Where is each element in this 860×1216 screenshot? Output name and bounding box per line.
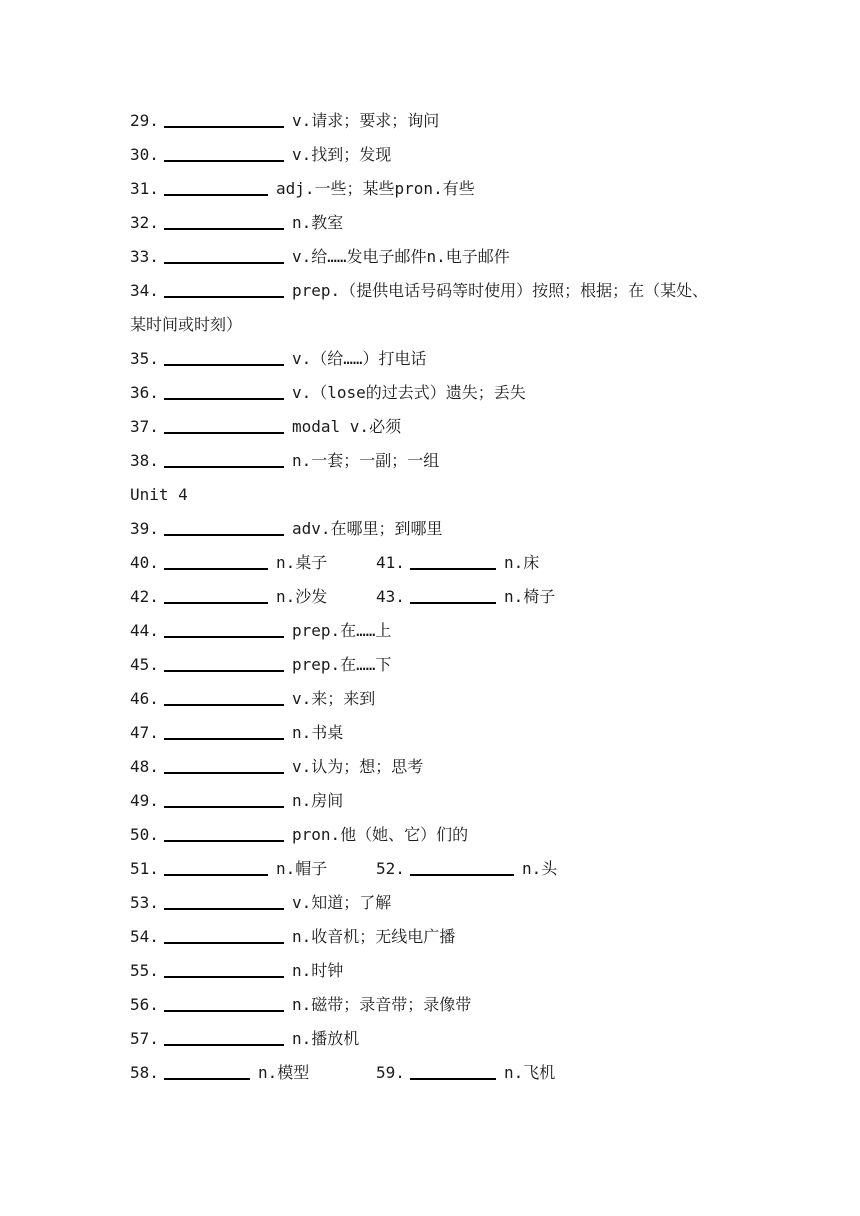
answer-blank[interactable]	[164, 926, 284, 944]
entry-pair-58-59	[130, 1062, 750, 1096]
entry-47	[130, 722, 750, 756]
answer-blank[interactable]	[164, 654, 284, 672]
entry-39	[130, 518, 750, 552]
entry-definition: pron.他（她、它）们的	[292, 825, 469, 844]
answer-blank[interactable]	[164, 858, 268, 876]
entry-number: 52.	[376, 859, 405, 878]
entry-definition: prep.在……下	[292, 655, 392, 674]
answer-blank[interactable]	[164, 450, 284, 468]
entry-definition: modal v.必须	[292, 417, 402, 436]
entry-29	[130, 110, 750, 144]
entry-definition: adv.在哪里；到哪里	[292, 519, 443, 538]
answer-blank[interactable]	[164, 144, 284, 162]
entry-definition: n.帽子	[276, 859, 328, 878]
entry-definition: n.磁带；录音带；录像带	[292, 995, 472, 1014]
entry-definition: v.请求；要求；询问	[292, 111, 440, 130]
entry-number: 31.	[130, 179, 159, 198]
entry-34-continuation	[130, 314, 750, 348]
entry-number: 40.	[130, 553, 159, 572]
entry-number: 43.	[376, 587, 405, 606]
entry-definition: n.教室	[292, 213, 344, 232]
answer-blank[interactable]	[164, 722, 284, 740]
entry-definition: n.头	[522, 859, 558, 878]
entry-definition: v.知道；了解	[292, 893, 392, 912]
entry-definition: n.飞机	[504, 1063, 556, 1082]
answer-blank[interactable]	[164, 518, 284, 536]
entry-number: 41.	[376, 553, 405, 572]
answer-blank[interactable]	[164, 960, 284, 978]
entry-50	[130, 824, 750, 858]
entry-definition: v.认为；想；思考	[292, 757, 424, 776]
entry-number: 51.	[130, 859, 159, 878]
entry-definition: n.书桌	[292, 723, 344, 742]
answer-blank[interactable]	[164, 790, 284, 808]
entry-number: 39.	[130, 519, 159, 538]
entry-definition: adj.一些；某些pron.有些	[276, 179, 475, 198]
entry-number: 53.	[130, 893, 159, 912]
entry-48	[130, 756, 750, 790]
entry-57	[130, 1028, 750, 1062]
entry-33	[130, 246, 750, 280]
entry-number: 50.	[130, 825, 159, 844]
entry-54	[130, 926, 750, 960]
entry-31	[130, 178, 750, 212]
entry-55	[130, 960, 750, 994]
answer-blank[interactable]	[164, 212, 284, 230]
entry-number: 56.	[130, 995, 159, 1014]
entry-definition: prep.（提供电话号码等时使用）按照；根据；在（某处、	[292, 281, 709, 300]
entry-number: 55.	[130, 961, 159, 980]
entry-36	[130, 382, 750, 416]
entry-number: 57.	[130, 1029, 159, 1048]
entry-pair-42-43	[130, 586, 750, 620]
entry-number: 54.	[130, 927, 159, 946]
entry-34	[130, 280, 750, 314]
entry-number: 36.	[130, 383, 159, 402]
answer-blank[interactable]	[164, 892, 284, 910]
entry-53	[130, 892, 750, 926]
answer-blank[interactable]	[164, 688, 284, 706]
entry-number: 49.	[130, 791, 159, 810]
answer-blank[interactable]	[410, 1062, 496, 1080]
entry-definition: v.（lose的过去式）遗失；丢失	[292, 383, 526, 402]
entry-pair-40-41	[130, 552, 750, 586]
entry-number: 59.	[376, 1063, 405, 1082]
entry-definition: prep.在……上	[292, 621, 392, 640]
entry-45	[130, 654, 750, 688]
unit-heading: Unit 4	[130, 485, 188, 504]
answer-blank[interactable]	[164, 1062, 250, 1080]
entry-32	[130, 212, 750, 246]
entry-definition: n.播放机	[292, 1029, 360, 1048]
entry-number: 45.	[130, 655, 159, 674]
entry-35	[130, 348, 750, 382]
entry-number: 30.	[130, 145, 159, 164]
answer-blank[interactable]	[410, 552, 496, 570]
entry-number: 32.	[130, 213, 159, 232]
entry-definition: n.桌子	[276, 553, 328, 572]
entry-definition: n.沙发	[276, 587, 328, 606]
answer-blank[interactable]	[164, 348, 284, 366]
entry-definition: n.模型	[258, 1063, 310, 1082]
entry-definition: n.收音机；无线电广播	[292, 927, 456, 946]
entry-number: 44.	[130, 621, 159, 640]
entry-pair-51-52	[130, 858, 750, 892]
entry-46	[130, 688, 750, 722]
answer-blank[interactable]	[164, 246, 284, 264]
answer-blank[interactable]	[164, 994, 284, 1012]
entry-definition: n.椅子	[504, 587, 556, 606]
entry-number: 58.	[130, 1063, 159, 1082]
entry-definition: n.房间	[292, 791, 344, 810]
entry-44	[130, 620, 750, 654]
entry-56	[130, 994, 750, 1028]
entry-definition: v.找到；发现	[292, 145, 392, 164]
answer-blank[interactable]	[164, 824, 284, 842]
entry-definition: n.时钟	[292, 961, 344, 980]
entry-number: 35.	[130, 349, 159, 368]
answer-blank[interactable]	[164, 280, 284, 298]
answer-blank[interactable]	[164, 382, 284, 400]
answer-blank[interactable]	[164, 178, 268, 196]
entry-number: 46.	[130, 689, 159, 708]
entry-definition: v.给……发电子邮件n.电子邮件	[292, 247, 510, 266]
answer-blank[interactable]	[164, 1028, 284, 1046]
entry-number: 38.	[130, 451, 159, 470]
answer-blank[interactable]	[164, 620, 284, 638]
entry-definition: v.（给……）打电话	[292, 349, 427, 368]
entry-definition-continuation: 某时间或时刻）	[130, 315, 243, 334]
vocabulary-worksheet	[130, 110, 750, 1096]
answer-blank[interactable]	[164, 756, 284, 774]
entry-number: 47.	[130, 723, 159, 742]
entry-number: 42.	[130, 587, 159, 606]
answer-blank[interactable]	[164, 416, 284, 434]
entry-37	[130, 416, 750, 450]
answer-blank[interactable]	[164, 586, 268, 604]
answer-blank[interactable]	[410, 586, 496, 604]
answer-blank[interactable]	[164, 110, 284, 128]
entry-definition: v.来；来到	[292, 689, 376, 708]
entry-number: 33.	[130, 247, 159, 266]
entry-30	[130, 144, 750, 178]
entry-number: 48.	[130, 757, 159, 776]
answer-blank[interactable]	[164, 552, 268, 570]
entry-number: 34.	[130, 281, 159, 300]
entry-definition: n.一套；一副；一组	[292, 451, 440, 470]
entry-definition: n.床	[504, 553, 540, 572]
entry-49	[130, 790, 750, 824]
answer-blank[interactable]	[410, 858, 514, 876]
entry-number: 37.	[130, 417, 159, 436]
entry-38	[130, 450, 750, 484]
entry-number: 29.	[130, 111, 159, 130]
